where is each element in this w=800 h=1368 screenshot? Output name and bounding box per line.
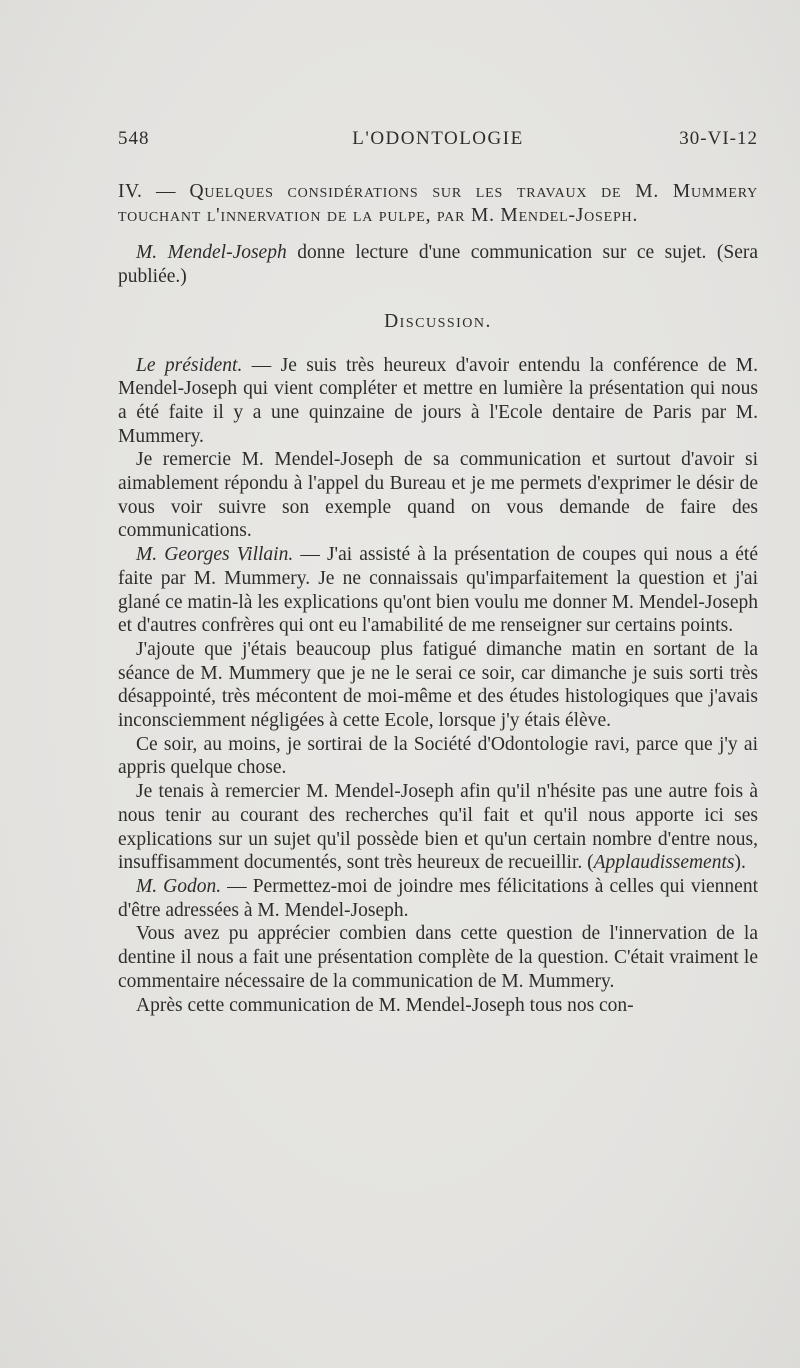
paragraph-text: — J'ai assisté à la présentation de coupes qui nous a été faite par M. Mummery. Je ne connaissais qu'imparfaitement la question et j'ai glané ce matin-là les explications qu'ont bien voulu me donner M. Mendel-Joseph et d'autres confrères qui ont eu l'amabilité de me renseigner sur certains points. — [118, 544, 758, 637]
paragraph — [118, 638, 758, 733]
paragraph — [118, 543, 758, 638]
speaker-name: M. Georges Villain. — [136, 544, 294, 566]
journal-title: L'ODONTOLOGIE — [352, 128, 524, 149]
intro-text: donne lecture d'une communication sur ce sujet. (Sera publiée.) — [118, 242, 758, 288]
running-head — [118, 128, 758, 154]
speaker-name: Le président. — [136, 354, 243, 376]
intro-paragraph — [118, 241, 758, 288]
issue-date: 30-VI-12 — [679, 128, 758, 149]
paragraph-text: — Permettez-moi de joindre mes félicitations à celles qui viennent d'être adressées à M. Mendel-Joseph. — [118, 875, 758, 921]
paragraph-text: Je tenais à remercier M. Mendel-Joseph afin qu'il n'hésite pas une autre fois à nous tenir au courant des recherches qu'il fait et qu'il nous apporte ici ses explications sur un sujet qu'il possède bien et qu'un certain nombre d'entre nous, insuffisamment documentés, sont très heureux de recueillir. ( — [118, 781, 758, 874]
paragraph — [118, 922, 758, 993]
paragraph-text: J'ajoute que j'étais beaucoup plus fatigué dimanche matin en sortant de la séance de M. Mummery que je ne le serai ce soir, car dimanche je suis sorti très désappointé, très mécontent de moi-même et des études histologiques que j'avais inconsciemment négligées à cette Ecole, lorsque j'y étais élève. — [118, 638, 758, 732]
intro-speaker: M. Mendel-Joseph — [136, 242, 287, 264]
paragraph-text: Vous avez pu apprécier combien dans cette question de l'innervation de la dentine il nous a fait une présentation complète de la question. C'était vraiment le commentaire nécessaire de la communication de M. Mummery. — [118, 923, 758, 992]
paragraph — [118, 448, 758, 543]
paragraph-text: Ce soir, au moins, je sortirai de la Société d'Odontologie ravi, parce que j'y ai appris quelque chose. — [118, 733, 758, 779]
paragraph — [118, 733, 758, 780]
paragraph — [118, 875, 758, 922]
section-number: IV. — [118, 181, 143, 202]
section-title: Quelques considérations sur les travaux de M. Mummery touchant l'innervation de la pulpe, par M. Mendel-Joseph. — [118, 181, 758, 226]
section-heading — [118, 180, 758, 227]
paragraph-text: — Je suis très heureux d'avoir entendu la conférence de M. Mendel-Joseph qui vient compléter et mettre en lumière la présentation qui nous a été faite il y a une quinzaine de jours à l'Ecole dentaire de Paris par M. Mummery. — [118, 354, 758, 447]
applause-note: Applaudissements — [593, 852, 735, 874]
page-number: 548 — [118, 128, 150, 149]
paragraph — [118, 780, 758, 875]
paragraph — [118, 354, 758, 449]
speaker-name: M. Godon. — [136, 875, 222, 897]
paragraph-text: Après cette communication de M. Mendel-Joseph tous nos con- — [136, 994, 634, 1016]
paragraph-text-after: ). — [734, 852, 746, 874]
paragraph — [118, 994, 758, 1018]
paragraph-text: Je remercie M. Mendel-Joseph de sa communication et surtout d'avoir si aimablement répondu à l'appel du Bureau et je me permets d'exprimer le désir de vous voir suivre son exemple quand on vous demande de faire des communications. — [118, 449, 758, 542]
body-text — [118, 180, 758, 1017]
discussion-heading: Discussion. — [384, 310, 492, 332]
section-dash: — — [155, 181, 176, 202]
